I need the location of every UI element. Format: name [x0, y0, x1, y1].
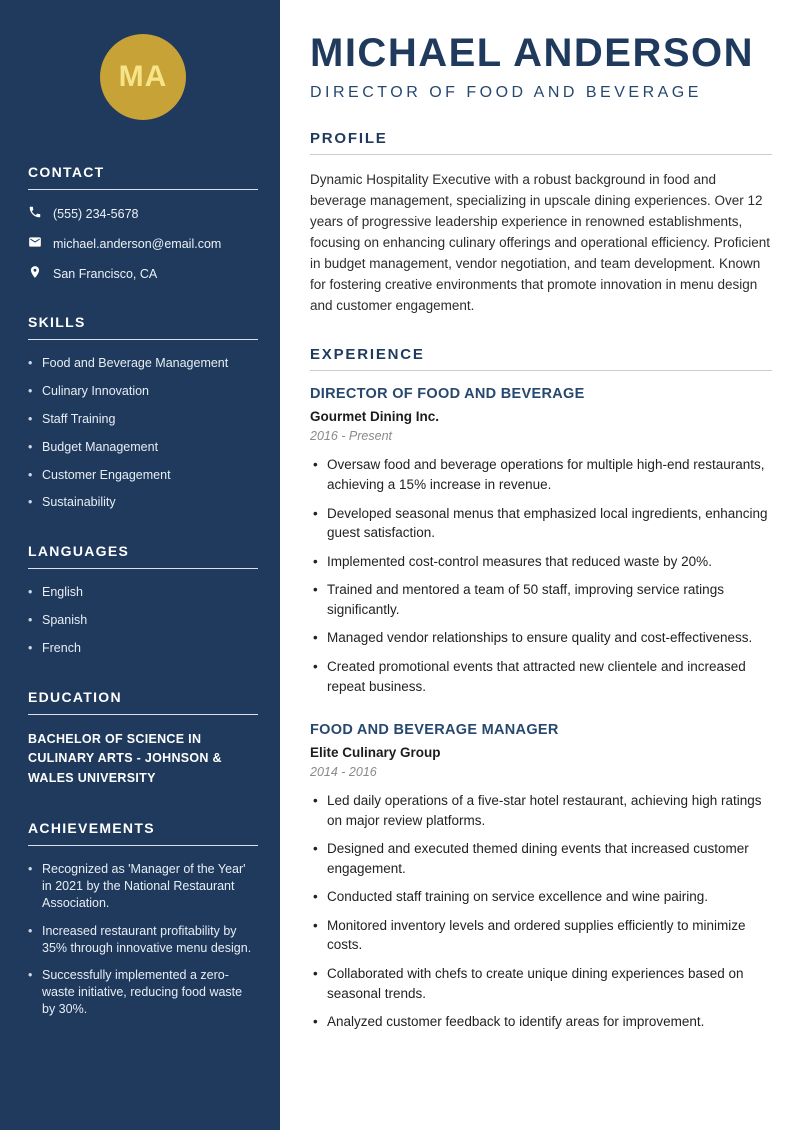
job-bullet: • Implemented cost-control measures that reduced waste by 20%.	[310, 552, 772, 572]
skill-item: • Customer Engagement	[28, 467, 258, 484]
main-content	[280, 0, 800, 1130]
email-icon	[28, 235, 42, 252]
job-bullet: • Developed seasonal menus that emphasized local ingredients, enhancing guest satisfaction.	[310, 504, 772, 543]
skill-item: • Staff Training	[28, 411, 258, 428]
skill-item: • Sustainability	[28, 494, 258, 511]
language-item: • English	[28, 584, 258, 601]
profile-section	[310, 130, 772, 316]
profile-text: Dynamic Hospitality Executive with a robust background in food and beverage management, specializing in upscale dining experiences. Over 12 years of progressive leadership experience in renowned establishments, focusing on enhancing culinary offerings and operational efficiency. Proficient in budget management, vendor negotiation, and team development. Known for fostering creative environments that promote innovation in menu design and customer engagement.	[310, 172, 771, 313]
job-bullet: • Collaborated with chefs to create unique dining experiences based on seasonal trends.	[310, 964, 772, 1003]
experience-section	[310, 346, 772, 1031]
profile-heading: PROFILE	[310, 130, 772, 155]
job-bullet: • Trained and mentored a team of 50 staff, improving service ratings significantly.	[310, 580, 772, 619]
languages-heading: LANGUAGES	[28, 543, 258, 569]
achievements-heading: ACHIEVEMENTS	[28, 820, 258, 846]
skills-section	[28, 314, 258, 511]
job-bullet: • Oversaw food and beverage operations for multiple high-end restaurants, achieving a 15% increase in revenue.	[310, 455, 772, 494]
achievements-section	[28, 820, 258, 1018]
languages-section	[28, 543, 258, 657]
contact-location-row	[28, 265, 258, 282]
sidebar	[0, 0, 280, 1130]
education-heading: EDUCATION	[28, 689, 258, 715]
contact-section	[28, 164, 258, 282]
contact-phone-row	[28, 205, 258, 222]
skills-heading: SKILLS	[28, 314, 258, 340]
language-item: • Spanish	[28, 612, 258, 629]
skills-list	[28, 355, 258, 511]
job-bullet-list	[310, 455, 772, 696]
job-dates: 2016 - Present	[310, 429, 392, 444]
skill-item: • Food and Beverage Management	[28, 355, 258, 372]
education-degree: BACHELOR OF SCIENCE IN CULINARY ARTS - JOHNSON & WALES UNIVERSITY	[28, 731, 222, 785]
skill-item: • Culinary Innovation	[28, 383, 258, 400]
job-bullet: • Designed and executed themed dining events that increased customer engagement.	[310, 839, 772, 878]
avatar	[100, 34, 186, 120]
phone-value: (555) 234-5678	[53, 206, 139, 221]
achievements-list	[28, 861, 258, 1018]
job-company: Elite Culinary Group	[310, 745, 441, 761]
job-company: Gourmet Dining Inc.	[310, 409, 440, 425]
job-bullet: • Conducted staff training on service excellence and wine pairing.	[310, 887, 772, 907]
education-section	[28, 689, 258, 788]
job-bullet: • Analyzed customer feedback to identify areas for improvement.	[310, 1012, 772, 1032]
job-title: FOOD AND BEVERAGE MANAGER	[310, 722, 559, 739]
achievement-item: • Increased restaurant profitability by 35% through innovative menu design.	[28, 923, 258, 957]
achievement-item: • Recognized as 'Manager of the Year' in 2021 by the National Restaurant Association.	[28, 861, 258, 912]
job-bullet: • Monitored inventory levels and ordered supplies efficiently to minimize costs.	[310, 916, 772, 955]
email-value: michael.anderson@email.com	[53, 236, 222, 251]
language-item: • French	[28, 640, 258, 657]
languages-list	[28, 584, 258, 657]
person-headline: DIRECTOR OF FOOD AND BEVERAGE	[310, 84, 702, 101]
phone-icon	[28, 205, 42, 222]
experience-heading: EXPERIENCE	[310, 346, 772, 371]
contact-heading: CONTACT	[28, 164, 258, 190]
avatar-wrap	[28, 34, 258, 120]
job-bullet: • Managed vendor relationships to ensure quality and cost-effectiveness.	[310, 628, 772, 648]
job-bullet: • Created promotional events that attracted new clientele and increased repeat business.	[310, 657, 772, 696]
location-pin-icon	[28, 265, 42, 282]
job-entry	[310, 722, 772, 1032]
avatar-initials: MA	[118, 60, 168, 93]
person-name: MICHAEL ANDERSON	[310, 31, 755, 75]
job-title: DIRECTOR OF FOOD AND BEVERAGE	[310, 386, 585, 403]
job-entry	[310, 386, 772, 696]
location-value: San Francisco, CA	[53, 266, 158, 281]
contact-email-row	[28, 235, 258, 252]
achievement-item: • Successfully implemented a zero-waste initiative, reducing food waste by 30%.	[28, 967, 258, 1018]
skill-item: • Budget Management	[28, 439, 258, 456]
job-dates: 2014 - 2016	[310, 765, 377, 780]
job-bullet: • Led daily operations of a five-star hotel restaurant, achieving high ratings on major review platforms.	[310, 791, 772, 830]
job-bullet-list	[310, 791, 772, 1032]
